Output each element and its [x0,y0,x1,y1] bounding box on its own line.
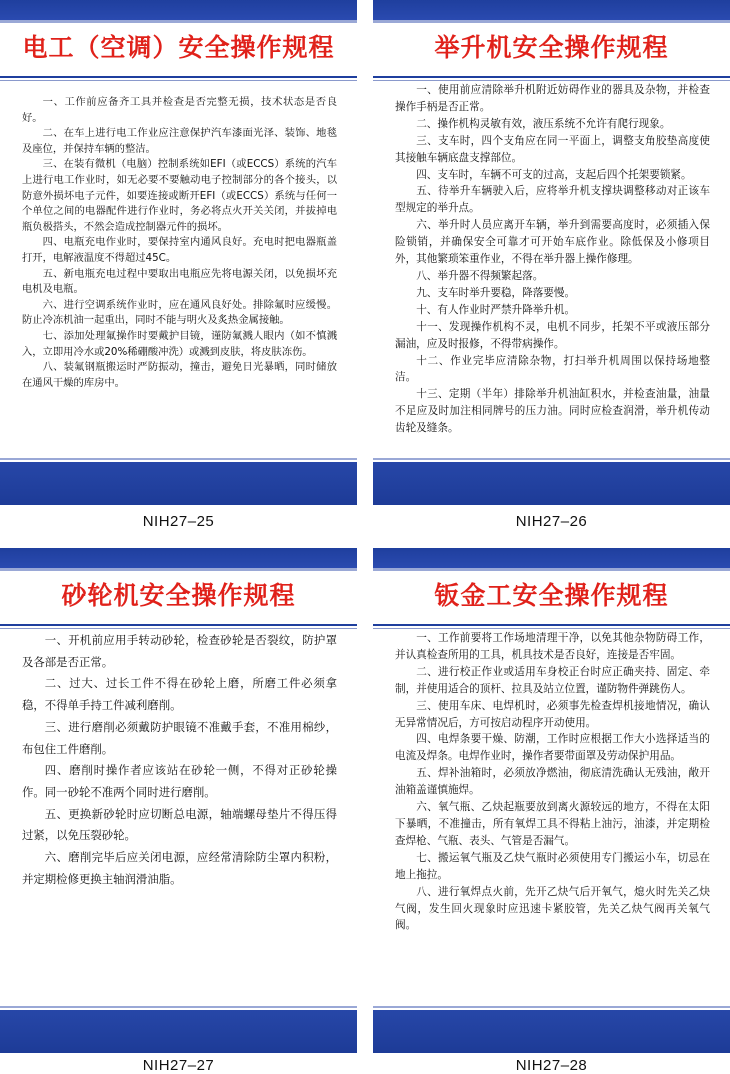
rule-paragraph: 四、电焊条要干燥、防潮，工作时应根据工作大小选择适当的电流及焊条。电焊作业时，操作者要带面罩及劳动保护用品。 [395,733,710,763]
rule-paragraph: 一、开机前应用手转动砂轮，检查砂轮是否裂纹，防护罩及各部是否正常。 [22,633,337,669]
rule-paragraph: 三、在装有微机（电脑）控制系统如EFI（或ECCS）系统的汽车上进行电工作业时，如无必要不要触动电子控制部分的各个接头，以防意外损坏电子元件，如要连接或断开EFI（或ECCS）系统与任何一个单位之间的电器配件进行作业时，务必将点火开关关闭，并拔掉电瓶负极搭头，不然会造成控制器元件的损坏。 [22,158,337,233]
rules-text [395,630,710,934]
title-divider-thin [0,628,357,629]
product-code: NIH27–27 [142,1057,215,1074]
rule-paragraph: 六、氧气瓶、乙炔起瓶要放到离火源较远的地方，不得在太阳下暴晒，不准撞击，所有氧焊工具不得粘上油污，油漆，并定期检查焊枪、气瓶、表头、气管是否漏气。 [395,801,710,847]
bottom-blue-band [373,462,730,505]
title-divider [0,624,357,626]
rules-text [395,82,710,437]
rule-paragraph: 十一、发现操作机构不灵，电机不同步，托架不平或液压部分漏油，应及时报修，不得带病操作。 [395,320,710,350]
rule-paragraph: 三、支车时，四个支角应在同一平面上，调整支角胶垫高度使其接触车辆底盘支撑部位。 [395,134,710,164]
rule-paragraph: 七、添加处理氟操作时要戴护目镜，谨防氟溅人眼内（如不慎溅入，立即用冷水或20%稀硼酸冲洗）或溅到皮肤，将皮肤冻伤。 [22,329,337,358]
rule-paragraph: 四、电瓶充电作业时，要保持室内通风良好。充电时把电器瓶盖打开，电解液温度不得超过45C。 [22,236,337,264]
rule-paragraph: 六、磨削完毕后应关闭电源，应经常清除防尘罩内积粉，并定期检修更换主轴润滑油脂。 [22,850,337,886]
rule-paragraph: 十三、定期（半年）排除举升机油缸积水，并检查油量，油量不足应及时加注相同牌号的压力油。同时应检查润滑，举升机传动齿轮及缝条。 [395,388,710,435]
rule-paragraph: 六、举升时人员应离开车辆，举升到需要高度时，必须插入保险锁销，并确保安全可靠才可开始车底作业。除低保及小修项目外，其他繁琐笨重作业，不得在举升器上操作修理。 [395,219,710,266]
sign-panel-grinder [0,548,357,1053]
rule-paragraph: 十、有人作业时严禁升降举升机。 [416,303,576,316]
sign-panel-lift [373,0,730,505]
rule-paragraph: 二、在车上进行电工作业应注意保护汽车漆面光泽、装饰、地毯及座位，并保持车辆的整洁。 [22,127,337,155]
rule-paragraph: 十二、作业完毕应清除杂物，打扫举升机周围以保持场地整洁。 [395,354,710,384]
rules-text [22,630,337,890]
rule-paragraph: 八、举升器不得频繁起落。 [416,269,544,282]
rule-paragraph: 二、操作机构灵敏有效，液压系统不允许有爬行现象。 [416,117,671,130]
title-divider [0,76,357,78]
rule-paragraph: 二、进行校正作业或适用车身校正台时应正确夹持、固定、牵制，并使用适合的顶杆、拉具及站立位置，谨防物件弹跳伤人。 [395,665,710,695]
rule-paragraph: 八、进行氧焊点火前，先开乙炔气后开氧气，熄火时先关乙炔气阀，发生回火现象时应迅速卡紧胶管，先关乙炔气阀再关氧气阀。 [395,885,710,932]
panel-title: 举升机安全操作规程 [434,33,669,62]
rule-paragraph: 四、磨削时操作者应该站在砂轮一侧，不得对正砂轮操作。同一砂轮不准两个同时进行磨削。 [22,763,337,799]
rule-paragraph: 二、过大、过长工件不得在砂轮上磨，所磨工件必须拿稳，不得单手持工件减利磨削。 [22,676,337,713]
sign-panel-sheet-metal [373,548,730,1053]
rule-paragraph: 三、进行磨削必须戴防护眼镜不准戴手套，不准用棉纱，布包住工件磨削。 [22,719,337,756]
top-blue-band [373,548,730,568]
rule-paragraph: 五、待举升车辆驶入后，应将举升机支撑块调整移动对正该车型规定的举升点。 [395,185,710,215]
top-blue-band [373,0,730,20]
panel-title: 砂轮机安全操作规程 [61,581,296,610]
rule-paragraph: 一、工作前应备齐工具并检查是否完整无损，技术状态是否良好。 [22,96,337,124]
rule-paragraph: 六、进行空调系统作业时，应在通风良好处。排除氟时应缓慢。防止冷冻机油一起重出，同时不能与明火及炙热金属接触。 [22,298,337,327]
product-code: NIH27–28 [515,1057,588,1074]
rule-paragraph: 七、搬运氧气瓶及乙炔气瓶时必须使用专门搬运小车，切忌在地上拖拉。 [395,851,710,881]
top-blue-band [0,548,357,568]
panel-title: 钣金工安全操作规程 [434,581,669,610]
title-divider [373,76,730,78]
rule-paragraph: 五、新电瓶充电过程中要取出电瓶应先将电源关闭，以免损坏充电机及电瓶。 [22,267,337,296]
rule-paragraph: 五、更换新砂轮时应切断总电源，轴端螺母垫片不得压得过紧，以免压裂砂轮。 [22,806,337,843]
title-divider-thin [373,80,730,81]
sign-panel-electrician [0,0,357,505]
product-code: NIH27–25 [142,513,215,530]
rule-paragraph: 一、工作前要将工作场地清理干净，以免其他杂物防碍工作，并认真检查所用的工具，机具技术是否良好，连接是否牢固。 [395,632,710,661]
rule-paragraph: 五、焊补油箱时，必须放净燃油，彻底清洗确认无残油，敞开油箱盖谨慎施焊。 [395,767,710,797]
bottom-blue-band [373,1010,730,1053]
rule-paragraph: 一、使用前应清除举升机附近妨碍作业的器具及杂物，并检查操作手柄是否正常。 [395,84,710,113]
rules-text [22,95,337,391]
panel-title: 电工（空调）安全操作规程 [22,33,335,62]
title-divider [373,624,730,626]
rule-paragraph: 三、使用车床、电焊机时，必须事先检查焊机接地情况，确认无异常情况后，方可按启动程序开动使用。 [395,699,710,729]
product-code: NIH27–26 [515,513,588,530]
rule-paragraph: 八、装氟钢瓶搬运时严防振动，撞击，避免日光暴晒，同时储放在通风干燥的库房中。 [22,361,337,389]
rule-paragraph: 四、支车时，车辆不可支的过高，支起后四个托架要锁紧。 [416,168,692,181]
rule-paragraph: 九、支车时举升要稳，降落要慢。 [416,286,576,299]
bottom-blue-band [0,462,357,505]
top-blue-band [0,0,357,20]
title-divider-thin [373,628,730,629]
bottom-blue-band [0,1010,357,1053]
title-divider-thin [0,80,357,81]
